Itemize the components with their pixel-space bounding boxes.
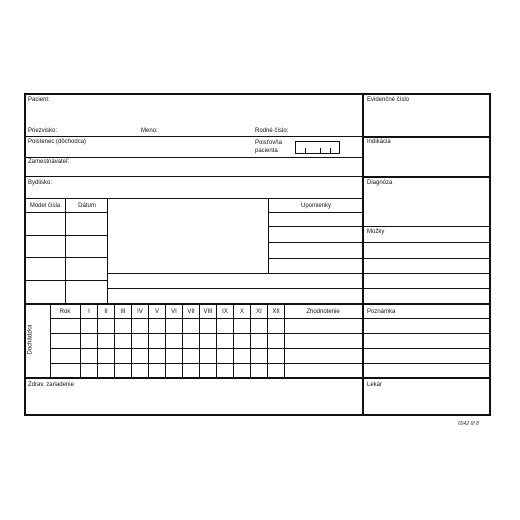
h-rem-242 <box>268 242 363 243</box>
name-label: Meno: <box>141 128 158 134</box>
att-v-114 <box>114 304 115 377</box>
att-h-348 <box>50 348 363 349</box>
patient-insurance-label-2: pacienta <box>255 148 278 154</box>
r-h-303 <box>363 303 490 305</box>
options-label: Možky <box>367 229 385 235</box>
note-label: Poznámka <box>367 309 396 315</box>
date-label: Dátum <box>78 203 96 209</box>
r-h-273 <box>363 273 490 274</box>
att-v-250 <box>250 304 251 377</box>
att-v-199 <box>199 304 200 377</box>
employer-label: Zamestnávateľ: <box>28 159 70 165</box>
r-h-363 <box>363 363 490 364</box>
att-v-165 <box>165 304 166 377</box>
h-288 <box>107 288 363 289</box>
month-label-6: VI <box>171 309 177 315</box>
record-number-label: Evidenčné číslo <box>367 97 410 103</box>
month-label-2: II <box>104 309 108 315</box>
h-rem-212 <box>268 212 363 213</box>
v-268 <box>268 198 269 273</box>
column-divider <box>362 93 364 416</box>
patient-insurance-label-1: Poisťovňa <box>255 140 282 146</box>
facility-label: Zdrav. zariadenie <box>28 382 74 388</box>
r-h-377 <box>363 377 490 379</box>
att-v-216 <box>216 304 217 377</box>
h-303 <box>24 303 363 305</box>
r-h-333 <box>363 333 490 334</box>
h-rem-258 <box>268 258 363 259</box>
line-136 <box>24 136 363 137</box>
att-v-284 <box>284 304 285 377</box>
frame-bottom <box>24 414 491 416</box>
birth-number-label: Rodné číslo: <box>255 128 289 134</box>
att-v-131 <box>131 304 132 377</box>
month-label-8: VIII <box>203 309 213 315</box>
r-h-226 <box>363 226 490 227</box>
att-v-233 <box>233 304 234 377</box>
attendance-label: Dochádzka <box>27 324 34 355</box>
r-h-318 <box>363 318 490 319</box>
h-377 <box>24 377 363 379</box>
r-h-136 <box>363 136 490 138</box>
month-label-3: III <box>120 309 126 315</box>
patient-label: Pacient: <box>28 97 50 103</box>
frame-right <box>489 93 491 416</box>
att-h-333 <box>50 333 363 334</box>
r-h-258 <box>363 258 490 259</box>
surname-label: Priezvisko: <box>28 128 58 134</box>
month-label-7: VII <box>187 309 195 315</box>
month-label-11: XI <box>256 309 262 315</box>
h-left-257 <box>24 257 108 258</box>
att-v-80 <box>80 304 81 377</box>
doctor-label: Lekár <box>367 382 383 388</box>
employed-retired-label: Poistenec (dôchodca) <box>28 139 87 145</box>
line-198 <box>24 198 363 199</box>
month-label-1: I <box>88 309 90 315</box>
h-273 <box>107 273 363 274</box>
model-number-label: Model čísla <box>29 203 61 209</box>
h-left-280 <box>24 280 108 281</box>
reminders-label: Upomienky <box>300 203 332 209</box>
insurance-code-sep-2 <box>320 148 321 154</box>
month-label-10: X <box>239 309 245 315</box>
discount-label: Zhodnotenie <box>306 309 340 315</box>
form-code: 6542 6f 8 <box>458 421 479 427</box>
att-v-182 <box>182 304 183 377</box>
att-h-363 <box>50 363 363 364</box>
insurance-code-sep-3 <box>330 148 331 154</box>
diagnosis-label: Diagnóza <box>367 180 393 186</box>
att-h-318 <box>50 318 363 319</box>
h-left-212 <box>24 212 108 213</box>
line-157 <box>24 157 363 158</box>
insurance-code-box[interactable] <box>295 141 340 154</box>
att-v-267 <box>267 304 268 377</box>
r-h-348 <box>363 348 490 349</box>
r-h-176 <box>363 176 490 178</box>
year-label: Rok <box>59 309 71 315</box>
h-left-235 <box>24 235 108 236</box>
h-rem-226 <box>268 226 363 227</box>
line-176 <box>24 176 363 177</box>
month-label-5: V <box>154 309 160 315</box>
frame-top <box>24 93 491 95</box>
r-h-288 <box>363 288 490 289</box>
month-label-9: IX <box>222 309 228 315</box>
frame-left <box>24 93 26 416</box>
insurance-code-sep-1 <box>305 148 306 154</box>
att-v-148 <box>148 304 149 377</box>
month-label-4: IV <box>137 309 143 315</box>
v-66 <box>65 198 66 303</box>
att-v-97 <box>97 304 98 377</box>
att-v-50 <box>50 304 51 377</box>
indication-label: Indikácia <box>367 139 391 145</box>
residence-label: Bydlisko: <box>28 180 53 186</box>
r-h-242 <box>363 242 490 243</box>
month-label-12: XII <box>272 309 280 315</box>
